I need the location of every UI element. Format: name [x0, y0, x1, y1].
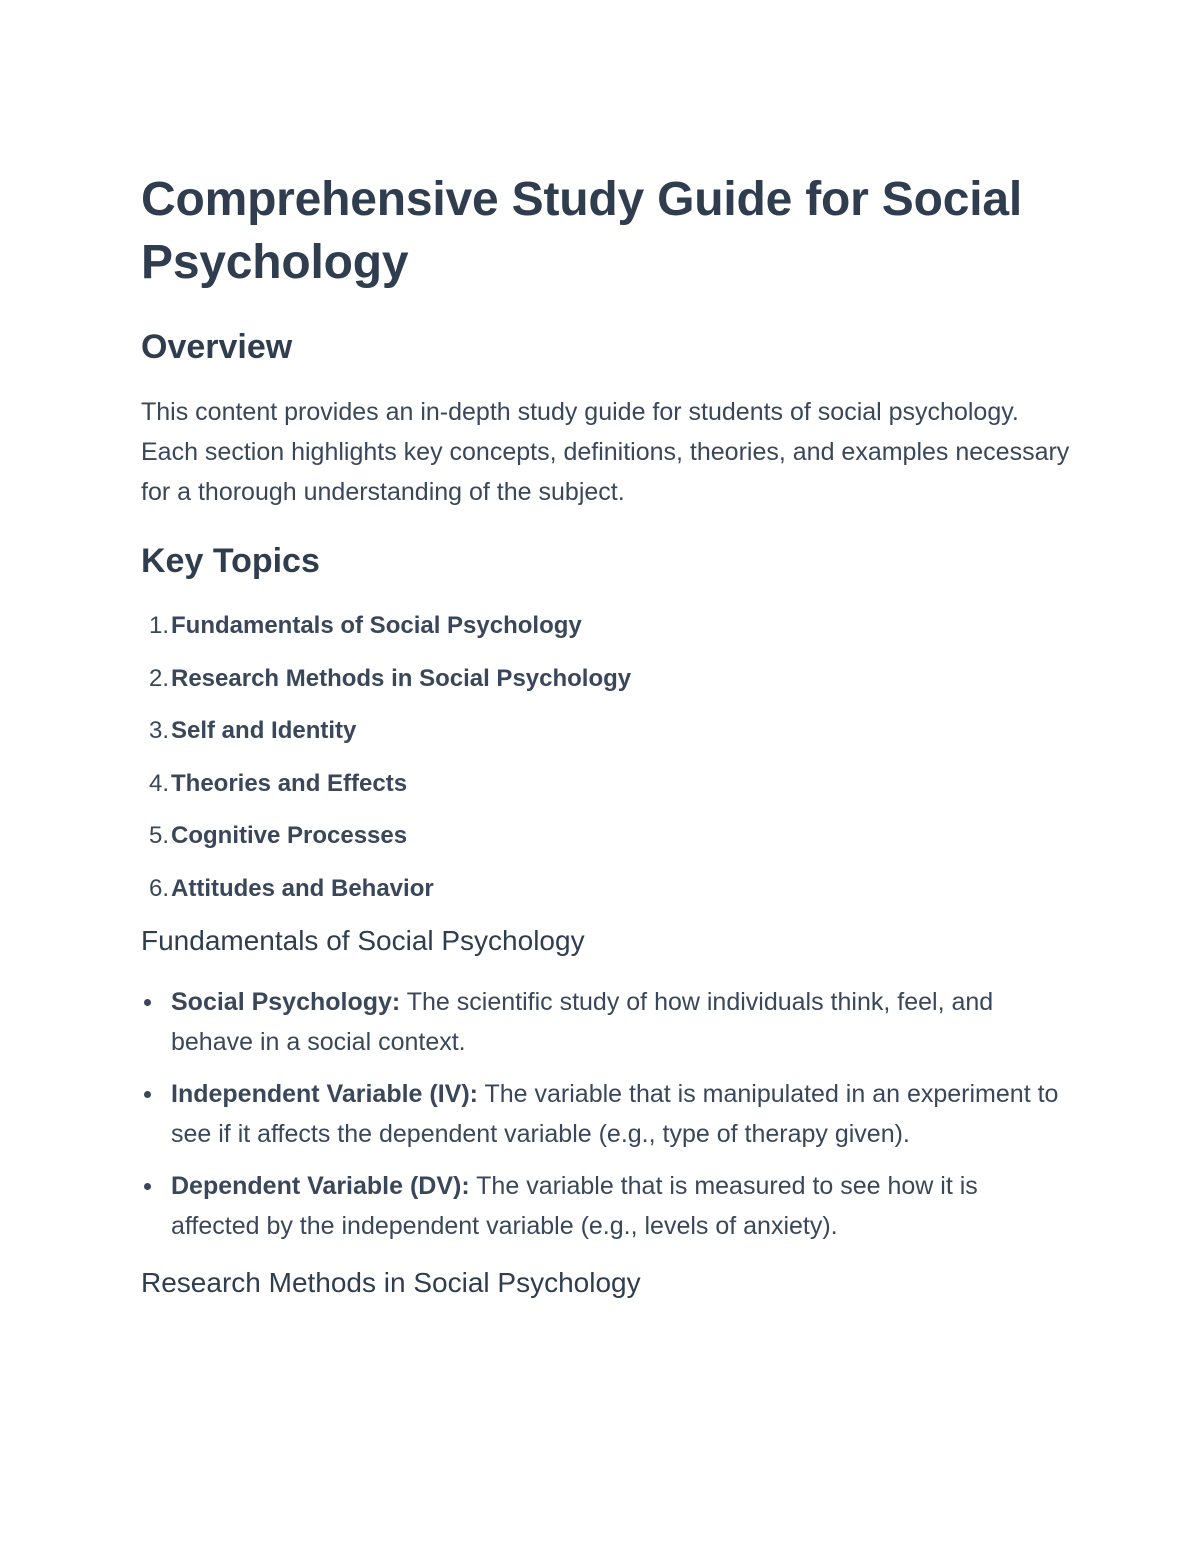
key-topic-label: Cognitive Processes: [171, 822, 408, 850]
definition-text: The scientific study of how individuals think, feel, and behave in a social context.: [171, 987, 994, 1056]
definition-item: [141, 1074, 1071, 1154]
definition-text: The variable that is manipulated in an experiment to see if it affects the dependent variable (e.g., type of therapy given).: [171, 1079, 1059, 1148]
key-topic-label: Attitudes and Behavior: [171, 874, 434, 902]
definition-term: Independent Variable (IV):: [171, 1079, 478, 1108]
key-topic-item: [141, 663, 1071, 695]
key-topics-list: [141, 610, 1071, 905]
key-topic-label: Fundamentals of Social Psychology: [171, 612, 582, 639]
key-topic-label: Theories and Effects: [171, 769, 408, 797]
definition-term: Dependent Variable (DV):: [171, 1171, 470, 1200]
key-topic-item: [141, 715, 1071, 747]
key-topic-item: [141, 768, 1071, 800]
definition-item: [141, 982, 1071, 1062]
document-title: Comprehensive Study Guide for Social Psychology: [141, 173, 1022, 289]
fundamentals-heading: Fundamentals of Social Psychology: [141, 924, 585, 956]
research-methods-heading: Research Methods in Social Psychology: [141, 1266, 641, 1298]
definition-term: Social Psychology:: [171, 987, 401, 1016]
key-topics-heading: Key Topics: [141, 542, 320, 580]
key-topic-item: [141, 873, 1071, 905]
key-topic-item: [141, 820, 1071, 852]
list-number: 4.: [148, 769, 169, 797]
bullet-icon: [144, 999, 151, 1006]
definitions-list: [141, 982, 1071, 1246]
list-number: 3.: [148, 717, 169, 745]
definition-text: The variable that is measured to see how it is affected by the independent variable (e.g., levels of anxiety).: [171, 1171, 978, 1240]
list-number: 1.: [148, 612, 169, 639]
document-page: [141, 168, 1071, 1302]
list-number: 6.: [148, 874, 169, 902]
overview-paragraph: This content provides an in-depth study guide for students of social psychology. Each section highlights key concepts, definitions, theories, and examples necessary for a thorough understanding of the subject.: [141, 398, 1070, 506]
list-number: 2.: [148, 664, 169, 692]
overview-heading: Overview: [141, 328, 293, 366]
key-topic-label: Self and Identity: [171, 717, 357, 745]
definition-item: [141, 1166, 1071, 1246]
key-topic-label: Research Methods in Social Psychology: [171, 664, 632, 692]
bullet-icon: [144, 1091, 151, 1098]
key-topic-item: [141, 610, 1071, 642]
list-number: 5.: [148, 822, 169, 850]
bullet-icon: [144, 1183, 151, 1190]
